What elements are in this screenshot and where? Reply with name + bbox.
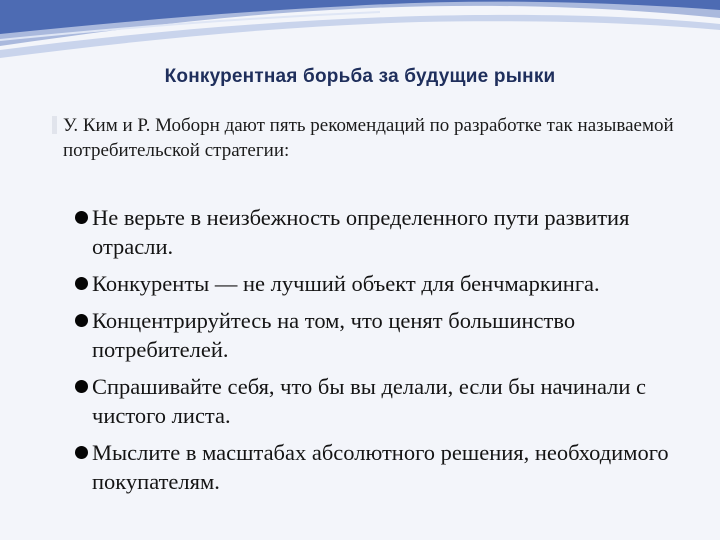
slide-title: Конкурентная борьба за будущие рынки	[164, 66, 556, 87]
list-item	[74, 203, 694, 261]
intro-text: У. Ким и Р. Моборн дают пять рекомендаций по разработке так называемой потребительской стратегии:	[63, 115, 674, 161]
decorative-wave-header	[0, 0, 720, 70]
bullet-dot-icon	[75, 277, 88, 290]
list-item-text: Концентрируйтесь на том, что ценят большинство потребителей.	[92, 308, 576, 362]
list-item	[74, 306, 694, 364]
list-item-text: Не верьте в неизбежность определенного пути развития отрасли.	[92, 205, 630, 259]
list-item	[74, 269, 694, 298]
bullet-dot-icon	[75, 314, 88, 327]
list-item-text: Конкуренты — не лучший объект для бенчмаркинга.	[92, 271, 600, 296]
bullet-dot-icon	[75, 446, 88, 459]
bullet-dot-icon	[75, 380, 88, 393]
list-item	[74, 438, 694, 496]
list-item-text: Мыслите в масштабах абсолютного решения, необходимого покупателям.	[92, 440, 669, 494]
list-item	[74, 372, 694, 430]
list-item-text: Спрашивайте себя, что бы вы делали, если бы начинали с чистого листа.	[92, 374, 647, 428]
bullet-dot-icon	[75, 211, 88, 224]
recommendations-list	[74, 203, 694, 504]
intro-marker	[52, 116, 57, 134]
